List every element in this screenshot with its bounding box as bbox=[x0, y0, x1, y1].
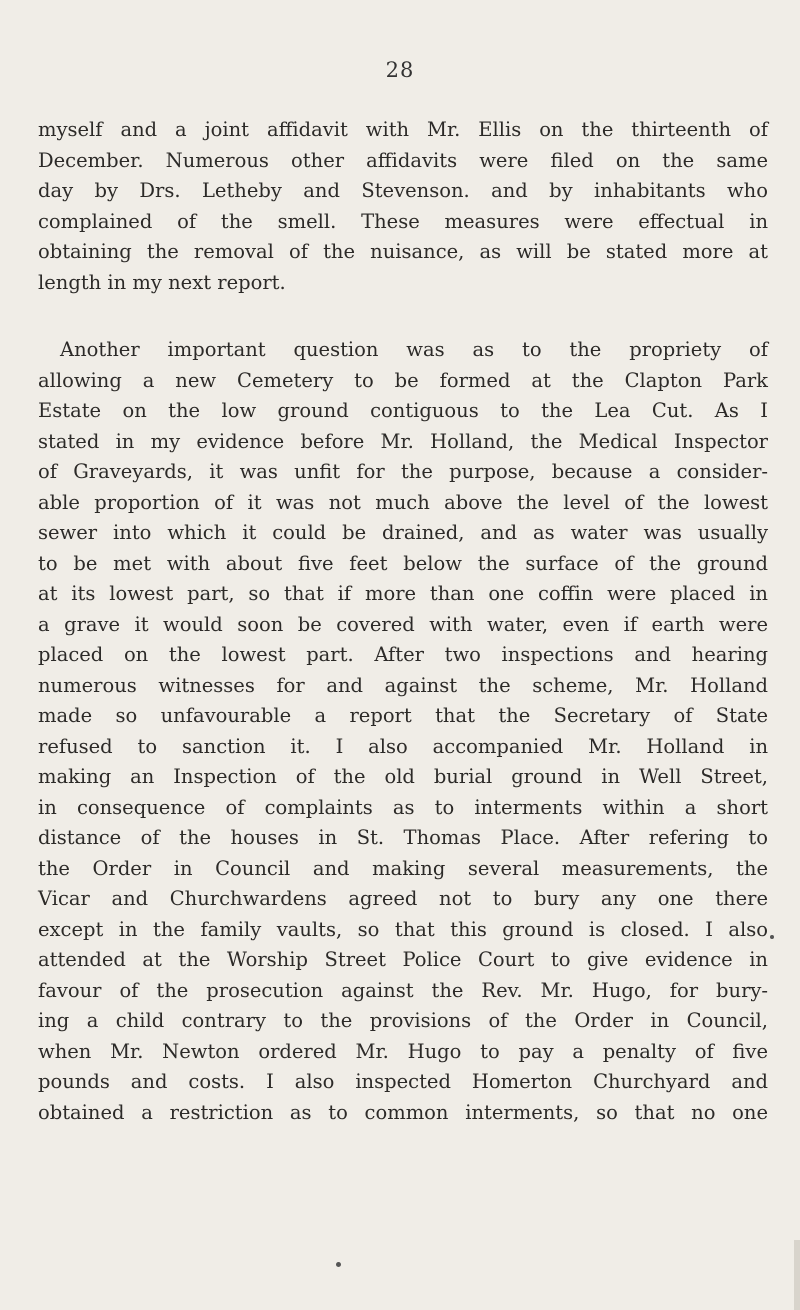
text-line: numerous witnesses for and against the scheme, Mr. Holland bbox=[38, 673, 768, 697]
text-line: at its lowest part, so that if more than one coffin were placed in bbox=[38, 582, 768, 605]
text-line: sewer into which it could be drained, and as water was usually bbox=[38, 521, 768, 544]
text-line: of Graveyards, it was unfit for the purpose, because a consider- bbox=[38, 460, 768, 483]
ink-speck bbox=[770, 935, 774, 939]
page-number: 28 bbox=[385, 58, 415, 82]
text-line: in consequence of complaints as to interments within a short bbox=[38, 795, 768, 819]
text-line: complained of the smell. These measures were effectual in bbox=[38, 209, 768, 233]
text-line: placed on the lowest part. After two inspections and hearing bbox=[38, 643, 768, 666]
text-line: attended at the Worship Street Police Court to give evidence in bbox=[38, 948, 768, 971]
text-line: ing a child contrary to the provisions of the Order in Council, bbox=[38, 1009, 768, 1032]
text-line: myself and a joint affidavit with Mr. Ellis on the thirteenth of bbox=[38, 118, 768, 141]
text-line: December. Numerous other affidavits were filed on the same bbox=[38, 148, 768, 172]
text-line: made so unfavourable a report that the Secretary of State bbox=[38, 704, 768, 727]
text-line: a grave it would soon be covered with water, even if earth were bbox=[38, 612, 768, 636]
paragraph-cemetery bbox=[38, 335, 768, 1128]
text-line: pounds and costs. I also inspected Homerton Churchyard and bbox=[38, 1070, 768, 1093]
text-line: to be met with about five feet below the surface of the ground bbox=[38, 551, 768, 575]
text-line: length in my next report. bbox=[38, 270, 286, 294]
page-edge-shadow bbox=[794, 1240, 800, 1310]
text-line: except in the family vaults, so that this ground is closed. I also bbox=[38, 917, 768, 941]
ink-speck bbox=[336, 1262, 341, 1267]
text-line: when Mr. Newton ordered Mr. Hugo to pay a penalty of five bbox=[38, 1039, 768, 1063]
text-line: obtaining the removal of the nuisance, as will be stated more at bbox=[38, 240, 768, 263]
text-line: able proportion of it was not much above the level of the lowest bbox=[38, 490, 768, 514]
text-line: Vicar and Churchwardens agreed not to bury any one there bbox=[38, 887, 768, 910]
text-line: the Order in Council and making several measurements, the bbox=[38, 856, 768, 880]
text-line: Another important question was as to the propriety of bbox=[60, 338, 768, 361]
text-line: distance of the houses in St. Thomas Place. After refering to bbox=[38, 826, 768, 849]
text-line: favour of the prosecution against the Rev. Mr. Hugo, for bury- bbox=[38, 978, 768, 1002]
text-line: refused to sanction it. I also accompanied Mr. Holland in bbox=[38, 734, 768, 758]
text-line: Estate on the low ground contiguous to the Lea Cut. As I bbox=[38, 399, 768, 422]
text-line: day by Drs. Letheby and Stevenson. and by inhabitants who bbox=[38, 179, 768, 202]
text-line: making an Inspection of the old burial ground in Well Street, bbox=[38, 765, 768, 788]
text-line: stated in my evidence before Mr. Holland, the Medical Inspector bbox=[38, 429, 768, 453]
paragraph-affidavits bbox=[38, 115, 768, 298]
text-line: obtained a restriction as to common interments, so that no one bbox=[38, 1100, 768, 1124]
text-line: allowing a new Cemetery to be formed at the Clapton Park bbox=[38, 368, 768, 392]
